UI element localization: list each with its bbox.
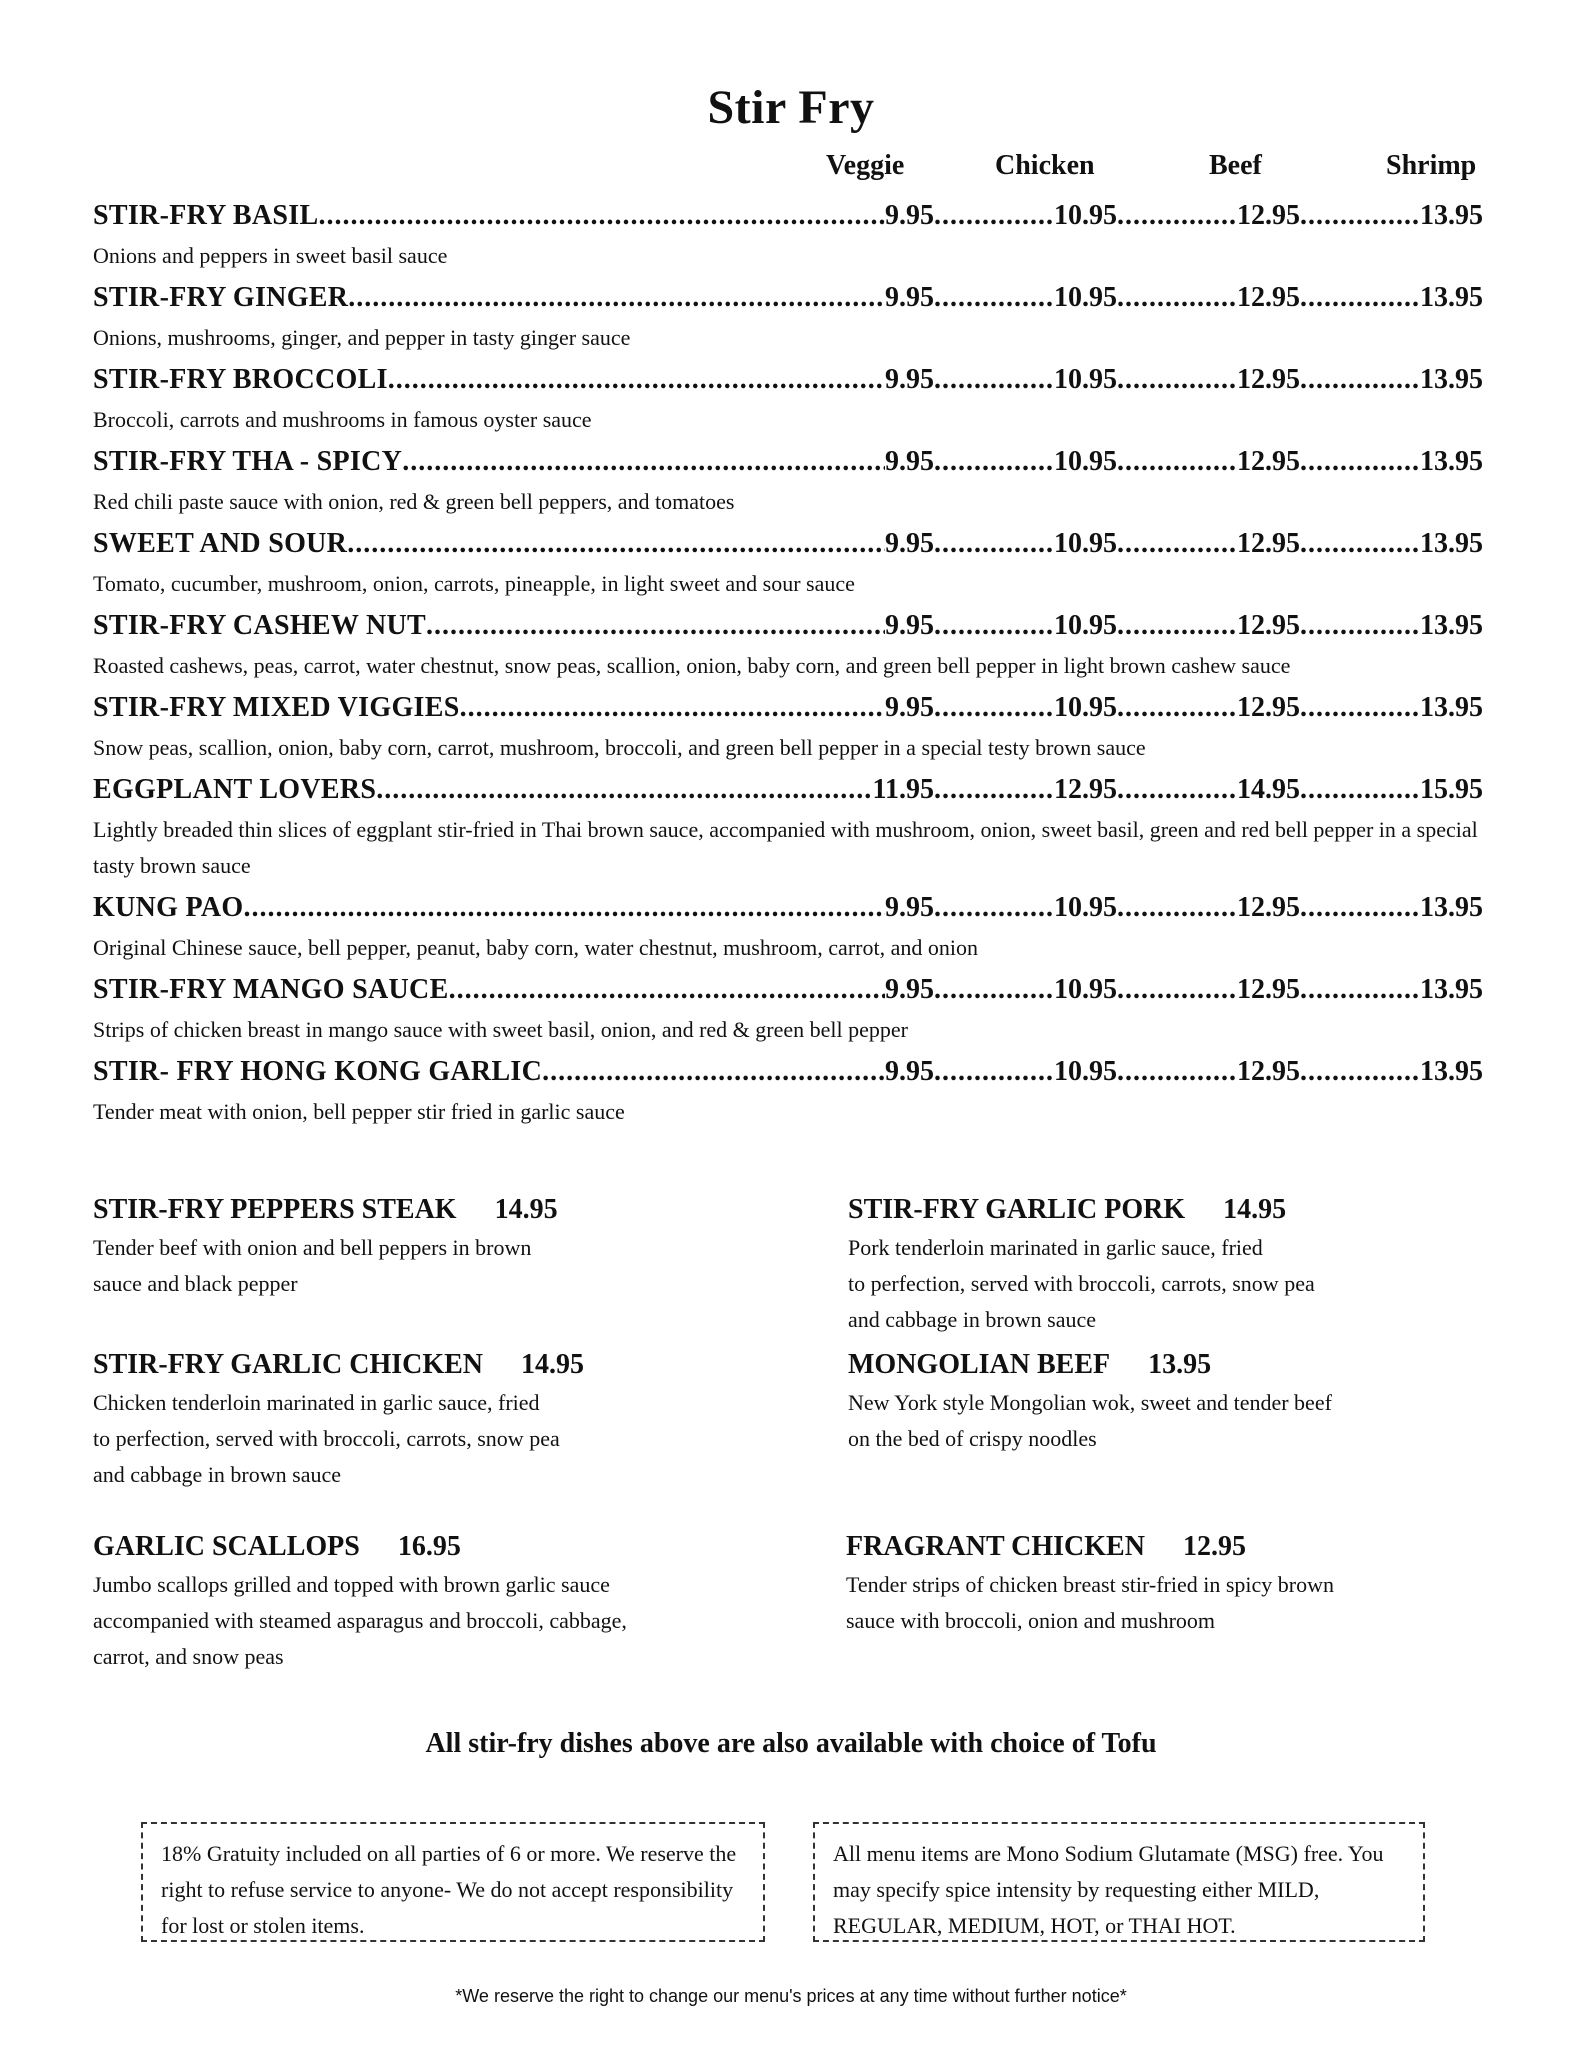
dot-leader — [1117, 196, 1237, 236]
dot-leader — [542, 1052, 885, 1092]
menu-item-line — [93, 770, 1483, 810]
price-chicken: 10.95 — [1054, 528, 1117, 559]
special-item-name: FRAGRANT CHICKEN — [846, 1531, 1145, 1562]
dot-leader — [402, 442, 885, 482]
price-shrimp: 13.95 — [1420, 364, 1483, 395]
price-veggie: 9.95 — [885, 528, 934, 559]
dot-leader — [1300, 770, 1420, 810]
dot-leader — [934, 278, 1054, 318]
column-header-beef: Beef — [1209, 150, 1262, 181]
menu-item — [93, 360, 1483, 438]
menu-item-line — [93, 888, 1483, 928]
price-veggie: 9.95 — [885, 892, 934, 923]
menu-item-line — [93, 442, 1483, 482]
page-title: Stir Fry — [707, 81, 875, 134]
dot-leader — [1300, 606, 1420, 646]
special-item-name: STIR-FRY GARLIC CHICKEN — [93, 1349, 484, 1380]
special-item-name: STIR-FRY PEPPERS STEAK — [93, 1194, 457, 1225]
price-chicken: 10.95 — [1054, 610, 1117, 641]
price-chicken: 10.95 — [1054, 364, 1117, 395]
dot-leader — [1117, 970, 1237, 1010]
price-veggie: 9.95 — [885, 1056, 934, 1087]
price-veggie: 9.95 — [885, 974, 934, 1005]
menu-item-line — [93, 1052, 1483, 1092]
dot-leader — [1117, 688, 1237, 728]
dot-leader — [1300, 278, 1420, 318]
price-shrimp: 13.95 — [1420, 282, 1483, 313]
dot-leader — [347, 524, 885, 564]
column-header-shrimp: Shrimp — [1386, 150, 1477, 181]
special-item-header — [93, 1345, 713, 1385]
dot-leader — [934, 970, 1054, 1010]
menu-item-name: STIR-FRY THA - SPICY — [93, 446, 403, 477]
price-chicken: 10.95 — [1054, 446, 1117, 477]
dot-leader — [1117, 278, 1237, 318]
menu-item-name: STIR- FRY HONG KONG GARLIC — [93, 1056, 543, 1087]
price-shrimp: 13.95 — [1420, 200, 1483, 231]
price-veggie: 9.95 — [885, 446, 934, 477]
price-beef: 12.95 — [1237, 892, 1300, 923]
dot-leader — [348, 278, 885, 318]
menu-item-name: STIR-FRY CASHEW NUT — [93, 610, 426, 641]
price-shrimp: 13.95 — [1420, 610, 1483, 641]
dot-leader — [934, 770, 1054, 810]
menu-item-line — [93, 360, 1483, 400]
dot-leader — [1300, 688, 1420, 728]
special-item-price: 16.95 — [397, 1531, 461, 1562]
menu-item-name: STIR-FRY BROCCOLI — [93, 364, 388, 395]
price-chicken: 10.95 — [1054, 282, 1117, 313]
special-item-price: 12.95 — [1182, 1531, 1246, 1562]
special-item-price: 14.95 — [494, 1194, 558, 1225]
menu-item — [93, 888, 1483, 966]
price-beef: 12.95 — [1237, 282, 1300, 313]
special-item-description: Chicken tenderloin marinated in garlic sauce, fried to perfection, served with broccoli, carrots, snow pea and cabbage in brown sauce — [93, 1390, 560, 1487]
price-chicken: 12.95 — [1054, 774, 1117, 805]
special-item-price: 14.95 — [1223, 1194, 1287, 1225]
price-chicken: 10.95 — [1054, 200, 1117, 231]
dot-leader — [1117, 442, 1237, 482]
dot-leader — [1117, 606, 1237, 646]
special-item-header — [848, 1345, 1468, 1385]
price-veggie: 9.95 — [885, 200, 934, 231]
menu-item — [93, 442, 1483, 520]
price-veggie: 9.95 — [885, 692, 934, 723]
tofu-note: All stir-fry dishes above are also available with choice of Tofu — [425, 1728, 1157, 1759]
price-beef: 14.95 — [1237, 774, 1300, 805]
menu-item — [93, 1052, 1483, 1130]
dot-leader — [934, 360, 1054, 400]
price-shrimp: 15.95 — [1420, 774, 1483, 805]
menu-item-line — [93, 278, 1483, 318]
dot-leader — [1300, 970, 1420, 1010]
dot-leader — [1300, 524, 1420, 564]
special-item — [848, 1190, 1468, 1338]
menu-item-line — [93, 606, 1483, 646]
special-item-price: 13.95 — [1148, 1349, 1212, 1380]
menu-item-description: Red chili paste sauce with onion, red & green bell peppers, and tomatoes — [93, 489, 735, 514]
price-change-footer: *We reserve the right to change our menu's prices at any time without further notice* — [455, 1986, 1127, 2006]
price-beef: 12.95 — [1237, 692, 1300, 723]
price-beef: 12.95 — [1237, 1056, 1300, 1087]
menu-item-description: Broccoli, carrots and mushrooms in famous oyster sauce — [93, 407, 592, 432]
price-veggie: 9.95 — [885, 610, 934, 641]
dot-leader — [388, 360, 885, 400]
dot-leader — [449, 970, 885, 1010]
special-item-name: MONGOLIAN BEEF — [848, 1349, 1111, 1380]
price-chicken: 10.95 — [1054, 1056, 1117, 1087]
menu-item-description: Onions and peppers in sweet basil sauce — [93, 243, 448, 268]
price-beef: 12.95 — [1237, 610, 1300, 641]
menu-item — [93, 606, 1483, 684]
dot-leader — [318, 196, 885, 236]
special-item-description: Tender strips of chicken breast stir-fried in spicy brown sauce with broccoli, onion and mushroom — [846, 1572, 1334, 1633]
special-item-description: Jumbo scallops grilled and topped with brown garlic sauce accompanied with steamed asparagus and broccoli, cabbage, carrot, and snow peas — [93, 1572, 627, 1669]
menu-item-description: Tomato, cucumber, mushroom, onion, carrots, pineapple, in light sweet and sour sauce — [93, 571, 855, 596]
dot-leader — [934, 524, 1054, 564]
dot-leader — [376, 770, 872, 810]
dot-leader — [1300, 442, 1420, 482]
price-shrimp: 13.95 — [1420, 1056, 1483, 1087]
menu-item-description: Strips of chicken breast in mango sauce with sweet basil, onion, and red & green bell pepper — [93, 1017, 908, 1042]
menu-item-description: Roasted cashews, peas, carrot, water chestnut, snow peas, scallion, onion, baby corn, and green bell pepper in light brown cashew sauce — [93, 653, 1291, 678]
price-chicken: 10.95 — [1054, 692, 1117, 723]
menu-item-description: Onions, mushrooms, ginger, and pepper in tasty ginger sauce — [93, 325, 631, 350]
special-item-description: Pork tenderloin marinated in garlic sauce, fried to perfection, served with broccoli, carrots, snow pea and cabbage in brown sauce — [848, 1235, 1315, 1332]
price-shrimp: 13.95 — [1420, 692, 1483, 723]
price-beef: 12.95 — [1237, 446, 1300, 477]
menu-item-name: STIR-FRY GINGER — [93, 282, 349, 313]
price-shrimp: 13.95 — [1420, 446, 1483, 477]
menu-item-name: STIR-FRY BASIL — [93, 200, 319, 231]
special-item — [846, 1527, 1466, 1639]
dot-leader — [243, 888, 885, 928]
dot-leader — [1300, 888, 1420, 928]
special-item — [93, 1345, 713, 1493]
special-item-header — [846, 1527, 1466, 1567]
menu-item — [93, 196, 1483, 274]
menu-item-description: Original Chinese sauce, bell pepper, peanut, baby corn, water chestnut, mushroom, carrot, and onion — [93, 935, 978, 960]
menu-item-line — [93, 524, 1483, 564]
special-item-header — [93, 1190, 713, 1230]
menu-item-name: STIR-FRY MIXED VIGGIES — [93, 692, 460, 723]
menu-item-line — [93, 688, 1483, 728]
dot-leader — [1117, 524, 1237, 564]
special-item-header — [93, 1527, 713, 1567]
special-item-header — [848, 1190, 1468, 1230]
menu-item-description: Tender meat with onion, bell pepper stir fried in garlic sauce — [93, 1099, 625, 1124]
price-beef: 12.95 — [1237, 364, 1300, 395]
special-item-description: New York style Mongolian wok, sweet and tender beef on the bed of crispy noodles — [848, 1390, 1332, 1451]
dot-leader — [934, 606, 1054, 646]
dot-leader — [1117, 888, 1237, 928]
price-shrimp: 13.95 — [1420, 892, 1483, 923]
price-veggie: 9.95 — [885, 282, 934, 313]
menu-item-line — [93, 970, 1483, 1010]
special-item — [93, 1527, 713, 1675]
dot-leader — [460, 688, 885, 728]
price-shrimp: 13.95 — [1420, 528, 1483, 559]
price-beef: 12.95 — [1237, 200, 1300, 231]
special-item-name: GARLIC SCALLOPS — [93, 1531, 360, 1562]
special-item-name: STIR-FRY GARLIC PORK — [848, 1194, 1186, 1225]
dot-leader — [1300, 360, 1420, 400]
special-item — [848, 1345, 1468, 1457]
dot-leader — [426, 606, 885, 646]
special-item-price: 14.95 — [521, 1349, 585, 1380]
dot-leader — [934, 688, 1054, 728]
price-beef: 12.95 — [1237, 528, 1300, 559]
menu-item-name: KUNG PAO — [93, 892, 244, 923]
dot-leader — [1117, 1052, 1237, 1092]
column-header-veggie: Veggie — [826, 150, 905, 181]
price-beef: 12.95 — [1237, 974, 1300, 1005]
menu-item — [93, 278, 1483, 356]
special-item — [93, 1190, 713, 1302]
dot-leader — [1300, 1052, 1420, 1092]
menu-item-name: STIR-FRY MANGO SAUCE — [93, 974, 449, 1005]
menu-item — [93, 524, 1483, 602]
menu-item-description: Lightly breaded thin slices of eggplant stir-fried in Thai brown sauce, accompanied with mushroom, onion, sweet basil, green and red bell pepper in a special tasty brown sauce — [93, 817, 1478, 878]
price-shrimp: 13.95 — [1420, 974, 1483, 1005]
menu-item-name: SWEET AND SOUR — [93, 528, 348, 559]
menu-item-name: EGGPLANT LOVERS — [93, 774, 377, 805]
menu-item-description: Snow peas, scallion, onion, baby corn, carrot, mushroom, broccoli, and green bell pepper in a special testy brown sauce — [93, 735, 1146, 760]
special-item-description: Tender beef with onion and bell peppers in brown sauce and black pepper — [93, 1235, 532, 1296]
msg-notice: All menu items are Mono Sodium Glutamate (MSG) free. You may specify spice intensity by requesting either MILD, REGULAR, MEDIUM, HOT, or THAI HOT. — [813, 1822, 1425, 1942]
price-veggie: 11.95 — [872, 774, 934, 805]
dot-leader — [934, 196, 1054, 236]
price-veggie: 9.95 — [885, 364, 934, 395]
dot-leader — [1117, 770, 1237, 810]
column-header-chicken: Chicken — [995, 150, 1095, 181]
gratuity-notice: 18% Gratuity included on all parties of 6 or more. We reserve the right to refuse service to anyone- We do not accept responsibility for lost or stolen items. — [141, 1822, 765, 1942]
menu-item — [93, 770, 1483, 884]
price-chicken: 10.95 — [1054, 974, 1117, 1005]
dot-leader — [934, 442, 1054, 482]
price-chicken: 10.95 — [1054, 892, 1117, 923]
dot-leader — [1117, 360, 1237, 400]
menu-item — [93, 970, 1483, 1048]
dot-leader — [934, 1052, 1054, 1092]
menu-item — [93, 688, 1483, 766]
dot-leader — [934, 888, 1054, 928]
dot-leader — [1300, 196, 1420, 236]
menu-item-line — [93, 196, 1483, 236]
